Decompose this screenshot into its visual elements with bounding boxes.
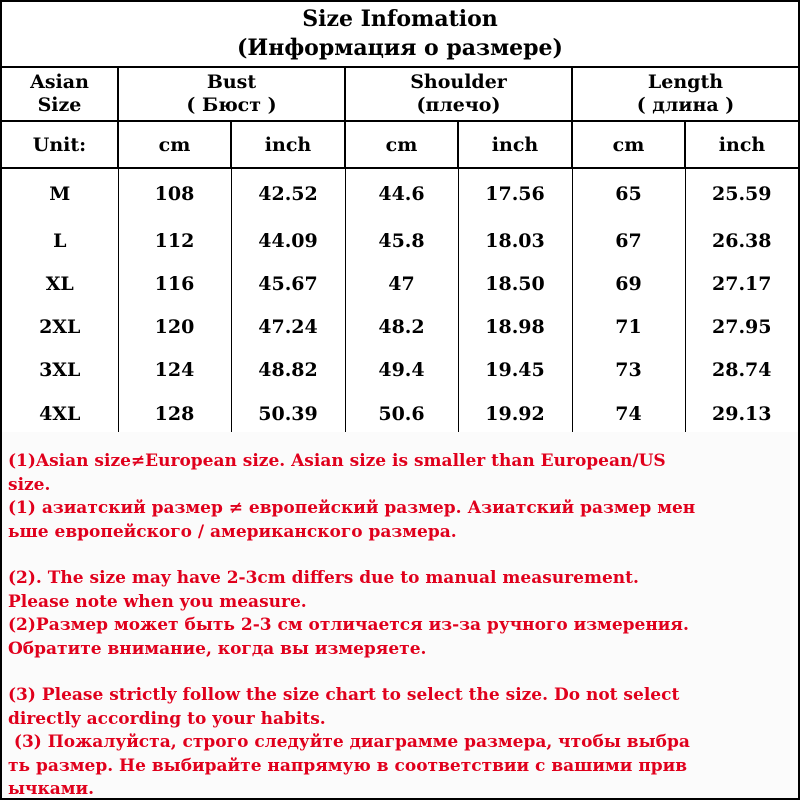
note-1-russian: (1) азиатский размер ≠ европейский размер. Азиатский размер мен ьше европейского / американского размера. [8, 498, 696, 542]
unit-cell: cm [118, 121, 231, 168]
spacer [8, 661, 794, 684]
size-label: 2XL [2, 305, 118, 348]
table-row [2, 262, 798, 305]
table-row [2, 219, 798, 262]
shoulder-cm: 49.4 [345, 348, 458, 391]
length-inch: 29.13 [685, 391, 798, 437]
note-3-russian: (3) Пожалуйста, строго следуйте диаграмме размера, чтобы выбра ть размер. Не выбирайте напрямую в соответствии с вашими прив ычками. [8, 732, 690, 799]
size-label: L [2, 219, 118, 262]
notes-section [2, 432, 798, 798]
bust-inch: 47.24 [231, 305, 345, 348]
header-bust: Bust ( Бюст ) [118, 68, 345, 121]
length-cm: 65 [572, 168, 685, 219]
shoulder-inch: 18.03 [458, 219, 572, 262]
shoulder-cm: 44.6 [345, 168, 458, 219]
size-table [2, 68, 798, 438]
table-row [2, 168, 798, 219]
shoulder-inch: 18.98 [458, 305, 572, 348]
shoulder-cm: 47 [345, 262, 458, 305]
title-english: Size Infomation [302, 6, 498, 32]
bust-inch: 42.52 [231, 168, 345, 219]
shoulder-inch: 19.92 [458, 391, 572, 437]
length-cm: 74 [572, 391, 685, 437]
size-label: XL [2, 262, 118, 305]
title-box [2, 2, 798, 68]
bust-cm: 120 [118, 305, 231, 348]
unit-cell: inch [458, 121, 572, 168]
bust-inch: 44.09 [231, 219, 345, 262]
bust-cm: 112 [118, 219, 231, 262]
length-cm: 73 [572, 348, 685, 391]
bust-inch: 45.67 [231, 262, 345, 305]
table-row [2, 305, 798, 348]
note-2-russian: (2)Размер может быть 2-3 см отличается из-за ручного измерения. Обратите внимание, когда вы измеряете. [8, 615, 689, 659]
length-inch: 27.17 [685, 262, 798, 305]
bust-inch: 50.39 [231, 391, 345, 437]
table-row [2, 348, 798, 391]
shoulder-cm: 48.2 [345, 305, 458, 348]
bust-cm: 116 [118, 262, 231, 305]
shoulder-inch: 17.56 [458, 168, 572, 219]
bust-cm: 124 [118, 348, 231, 391]
header-shoulder: Shoulder (плечо) [345, 68, 572, 121]
title-russian: (Информация о размере) [237, 35, 563, 61]
length-cm: 71 [572, 305, 685, 348]
length-inch: 26.38 [685, 219, 798, 262]
table-row [2, 391, 798, 437]
unit-cell: inch [231, 121, 345, 168]
bust-cm: 128 [118, 391, 231, 437]
size-label: M [2, 168, 118, 219]
header-asian-size: Asian Size [2, 68, 118, 121]
unit-cell: cm [345, 121, 458, 168]
unit-cell: cm [572, 121, 685, 168]
note-3-english: (3) Please strictly follow the size chart to select the size. Do not select directly according to your habits. [8, 685, 680, 729]
bust-inch: 48.82 [231, 348, 345, 391]
length-inch: 25.59 [685, 168, 798, 219]
spacer [8, 544, 794, 567]
unit-cell: inch [685, 121, 798, 168]
length-inch: 28.74 [685, 348, 798, 391]
shoulder-cm: 50.6 [345, 391, 458, 437]
bust-cm: 108 [118, 168, 231, 219]
unit-label: Unit: [2, 121, 118, 168]
unit-row [2, 121, 798, 168]
shoulder-inch: 18.50 [458, 262, 572, 305]
shoulder-inch: 19.45 [458, 348, 572, 391]
note-1-english: (1)Asian size≠European size. Asian size is smaller than European/US size. [8, 451, 666, 495]
shoulder-cm: 45.8 [345, 219, 458, 262]
size-label: 3XL [2, 348, 118, 391]
header-length: Length ( длина ) [572, 68, 798, 121]
length-inch: 27.95 [685, 305, 798, 348]
length-cm: 67 [572, 219, 685, 262]
header-row [2, 68, 798, 121]
length-cm: 69 [572, 262, 685, 305]
size-label: 4XL [2, 391, 118, 437]
note-2-english: (2). The size may have 2-3cm differs due to manual measurement. Please note when you measure. [8, 568, 639, 612]
